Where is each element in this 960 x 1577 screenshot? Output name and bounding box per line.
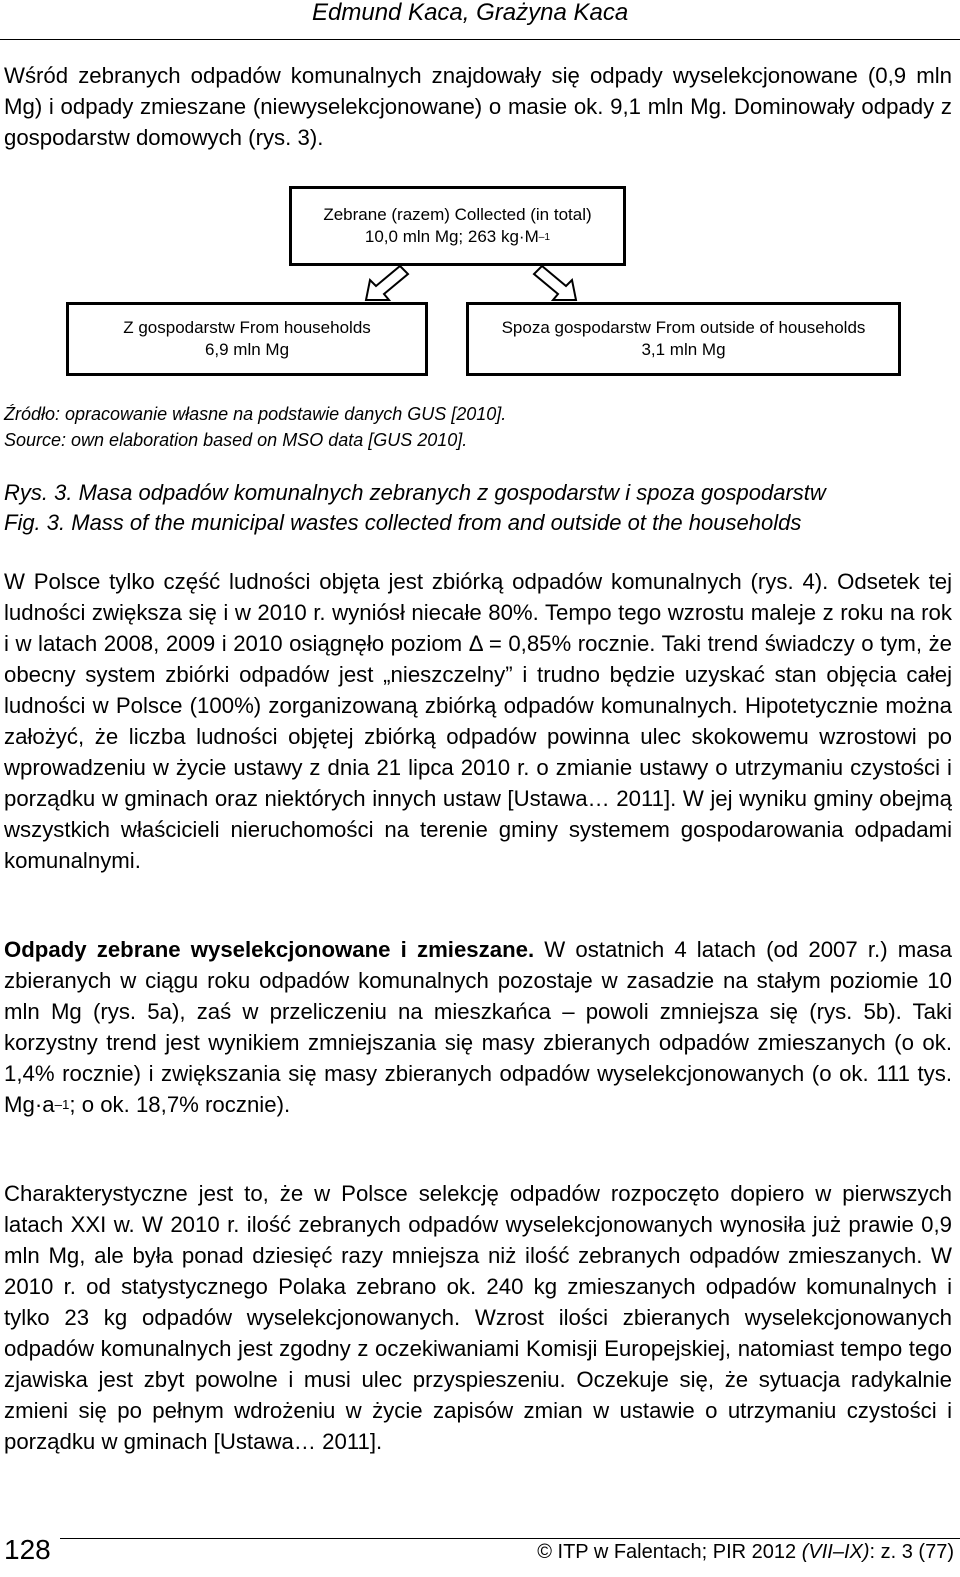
page-number: 128: [4, 1534, 51, 1565]
diagram-outside-line1: Spoza gospodarstw From outside of households: [501, 318, 866, 337]
figure-caption-pl: Rys. 3. Masa odpadów komunalnych zebranych z gospodarstw i spoza gospodarstw: [4, 480, 826, 505]
diagram-households-line1: Z gospodarstw From households: [123, 318, 371, 337]
source-note-pl: Źródło: opracowanie własne na podstawie danych GUS [2010].: [4, 404, 507, 424]
diagram-households-line2: 6,9 mln Mg: [204, 340, 290, 359]
body-paragraph-1: W Polsce tylko część ludności objęta jest zbiórką odpadów komunalnych (rys. 4). Odsetek tej ludności zwiększa się i w 2010 r. wyniósł niecałe 80%. Tempo tego wzrostu maleje z roku na rok i w latach 2008, 2009 i 2010 osiągnęło poziom Δ = 0,85% rocznie. Taki trend świadczy o tym, że obecny system zbiórki odpadów jest „nieszczelny” i trudno będzie uzyskać stan objęcia całej ludności w Polsce (100%) zorganizowaną zbiórką odpadów komunalnych. Hipotetycznie można założyć, że liczba ludności objętej zbiórką odpadów powinna ulec skokowemu wzrostowi po wprowadzeniu w życie ustawy z dnia 21 lipca 2010 r. o zmianie ustawy o utrzymaniu czystości i porządku w gminach oraz niektórych innych ustaw [Ustawa… 2011]. W jej wyniku gminy obejmą wszystkich właścicieli nieruchomości na terenie gminy systemem gospodarowania odpadami komunalnymi.: [4, 569, 952, 873]
arrow-down-right-icon: [532, 264, 580, 304]
diagram-total-line1: Zebrane (razem) Collected (in total): [323, 205, 592, 224]
intro-paragraph: Wśród zebranych odpadów komunalnych znajdowały się odpady wyselekcjonowane (0,9 mln Mg) i odpady zmieszane (niewyselekcjonowane) o masie ok. 9,1 mln Mg. Dominowały odpady z gospodarstw domowych (rys. 3).: [4, 63, 952, 150]
footer-divider: [60, 1538, 960, 1539]
figure-caption-en: Fig. 3. Mass of the municipal wastes collected from and outside ot the households: [4, 510, 802, 535]
body-paragraph-2: Odpady zebrane wyselekcjonowane i zmieszane. W ostatnich 4 latach (od 2007 r.) masa zbieranych w ciągu roku odpadów komunalnych pozostaje w zasadzie na stałym poziomie 10 mln Mg (rys. 5a), zaś w przeliczeniu na mieszkańca – powoli zmniejsza się (rys. 5b). Taki korzystny trend jest wynikiem zmniejszania się masy zbieranych odpadów zmieszanych (o ok. 1,4% rocznie) i zwiększania się masy zbieranych odpadów wyselekcjonowanych (o ok. 111 tys. $Mg\cdot a^{-1}$; o ok. 18,7% rocznie).: [4, 937, 953, 1117]
diagram-outside-line2: 3,1 mln Mg: [641, 340, 726, 359]
running-header: Edmund Kaca, Grażyna Kaca: [312, 0, 629, 26]
header-divider: [0, 39, 960, 40]
diagram-box-outside: [466, 302, 901, 376]
source-note-en: Source: own elaboration based on MSO data [GUS 2010].: [4, 430, 468, 450]
diagram-total-line2: 10,0 mln Mg; 263 $kg\cdot M^{-1}$: [364, 227, 551, 246]
footer-citation: © ITP w Falentach; PIR 2012 (VII–IX): z. 3 (77): [537, 1541, 954, 1563]
section-heading: Odpady zebrane wyselekcjonowane i zmieszane.: [4, 937, 535, 962]
arrow-down-left-icon: [362, 264, 410, 304]
body-paragraph-3: Charakterystyczne jest to, że w Polsce selekcję odpadów rozpoczęto dopiero w pierwszych latach XXI w. W 2010 r. ilość zebranych odpadów wyselekcjonowanych wynosiła już prawie 0,9 mln Mg, ale była ponad dziesięć razy mniejsza niż ilość zebranych odpadów zmieszanych. W 2010 r. od statystycznego Polaka zebrano ok. 240 kg zmieszanych odpadów komunalnych i tylko 23 kg odpadów wyselekcjonowanych. Wzrost ilości zbieranych wyselekcjonowanych odpadów komunalnych jest zgodny z oczekiwaniami Komisji Europejskiej, natomiast tempo tego zjawiska jest zbyt powolne i musi ulec przyspieszeniu. Oczekuje się, że sytuacja radykalnie zmieni się po pełnym wdrożeniu w życie zapisów zmian w ustawie o utrzymaniu czystości i porządku w gminach [Ustawa… 2011].: [4, 1181, 952, 1454]
diagram-box-households: [66, 302, 428, 376]
diagram-box-total: [289, 186, 626, 266]
